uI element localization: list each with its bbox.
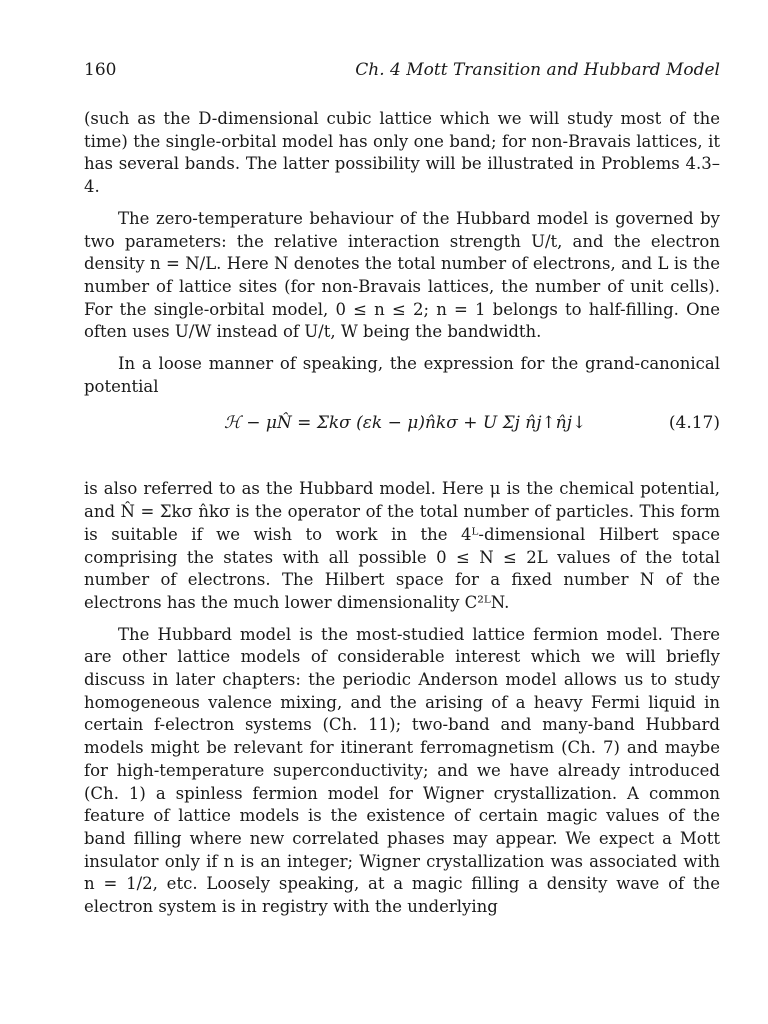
equation-4-17 <box>84 406 720 468</box>
page-header <box>84 60 720 86</box>
paragraph-5: The Hubbard model is the most-studied lattice fermion model. There are other lattice models of considerable interest which we will briefly discuss in later chapters: the periodic Anderson model allows us to study homogeneous valence mixing, and the arising of a heavy Fermi liquid in certain f-electron systems (Ch. 11); two-band and many-band Hubbard models might be relevant for itinerant ferromagnetism (Ch. 7) and maybe for high-temperature superconductivity; and we have already introduced (Ch. 1) a spinless fermion model for Wigner crystallization. A common feature of lattice models is the existence of certain magic values of the band filling where new correlated phases may appear. We expect a Mott insulator only if n is an integer; Wigner crystallization was associated with n = 1/2, etc. Loosely speaking, at a magic filling a density wave of the electron system is in registry with the underlying <box>84 624 720 917</box>
equation-number: (4.17) <box>668 413 720 434</box>
page-number: 160 <box>84 60 117 80</box>
running-title: Ch. 4 Mott Transition and Hubbard Model <box>355 60 720 80</box>
paragraph-1: (such as the D-dimensional cubic lattice which we will study most of the time) the single-orbital model has only one band; for non-Bravais lattices, it has several bands. The latter possibility will be illustrated in Problems 4.3–4. <box>84 109 720 197</box>
page-body <box>84 108 720 919</box>
paragraph-4: is also referred to as the Hubbard model. Here μ is the chemical potential, and N̂ = Σkσ n̂kσ is the operator of the total number of particles. This form is suitable if we wish to work in the 4ᴸ-dimensional Hilbert space comprising the states with all possible 0 ≤ N ≤ 2L values of the total number of electrons. The Hilbert space for a fixed number N of the electrons has the much lower dimensionality C²ᴸN. <box>84 479 720 612</box>
paragraph-3: In a loose manner of speaking, the expression for the grand-canonical potential <box>84 354 720 396</box>
equation-body: ℋ − μN̂ = Σkσ (εk − μ)n̂kσ + U Σj n̂j↑n̂j↓ <box>224 413 587 434</box>
paragraph-2: The zero-temperature behaviour of the Hubbard model is governed by two parameters: the relative interaction strength U/t, and the electron density n = N/L. Here N denotes the total number of electrons, and L is the number of lattice sites (for non-Bravais lattices, the number of unit cells). For the single-orbital model, 0 ≤ n ≤ 2; n = 1 belongs to half-filling. One often uses U/W instead of U/t, W being the bandwidth. <box>84 208 720 342</box>
